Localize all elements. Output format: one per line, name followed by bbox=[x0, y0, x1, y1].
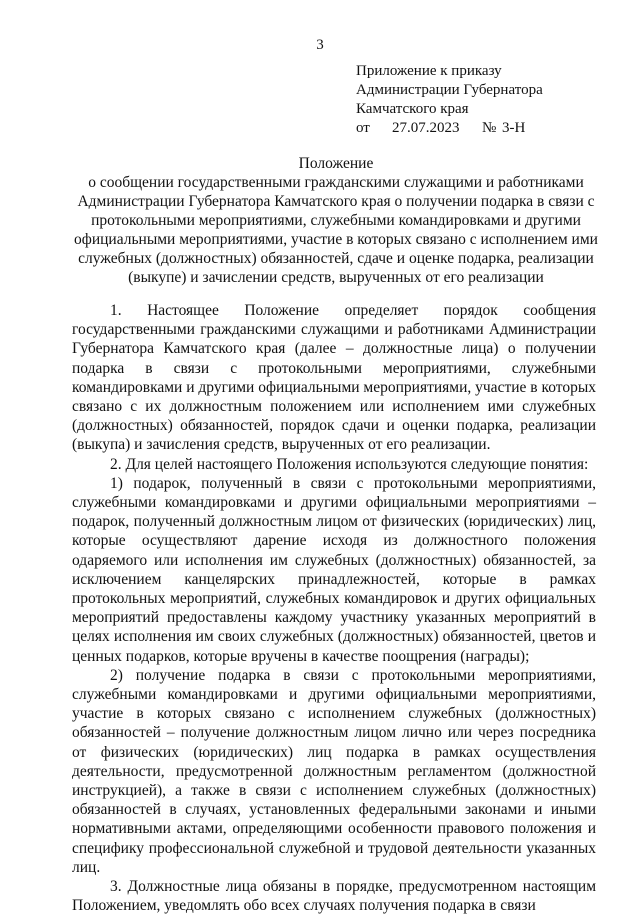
appendix-line-1: Приложение к приказу bbox=[356, 63, 502, 79]
from-label: от bbox=[356, 120, 370, 136]
title-line: (выкупе) и зачислении средств, вырученных от его реализации bbox=[128, 269, 544, 286]
paragraph-2-item-1: 1) подарок, полученный в связи с протокольными мероприятиями, служебными командировками и другими официальными мероприятиями – подарок, полученный должностным лицом от физических (юридических) лиц, которые осуществляют дарение исходя из должностного положения одаряемого или исполнения им служебных (должностных) обязанностей, за исключением канцелярских принадлежностей, которые в рамках протокольных мероприятий, служебных командировок и других официальных мероприятий предоставлены каждому участнику указанных мероприятий в целях исполнения им своих служебных (должностных) обязанностей, цветов и ценных подарков, которые вручены в качестве поощрения (награды); bbox=[72, 474, 596, 665]
appendix-block bbox=[356, 62, 596, 138]
appendix-date-line bbox=[356, 119, 596, 138]
appendix-line-3: Камчатского края bbox=[356, 101, 469, 117]
title-line: официальными мероприятиями, участие в которых связано с исполнением ими bbox=[74, 231, 598, 248]
appendix-line-2: Администрации Губернатора bbox=[356, 82, 543, 98]
title-line: протокольными мероприятиями, служебными командировками и другими bbox=[91, 212, 581, 229]
paragraph-1: 1. Настоящее Положение определяет порядок сообщения государственными гражданскими служащими и работниками Администрации Губернатора Камчатского края (далее – должностные лица) о получении подарка в связи с протокольными мероприятиями, служебными командировками и другими официальными мероприятиями, участие в которых связано с их должностным положением или исполнением ими служебных (должностных) обязанностей, порядок сдачи и оценки подарка, реализации (выкупа) и зачисления средств, вырученных от его реализации. bbox=[72, 302, 596, 454]
title-line: служебных (должностных) обязанностей, сдаче и оценке подарка, реализации bbox=[78, 250, 594, 267]
number-sign: № bbox=[482, 120, 497, 136]
document-title bbox=[60, 154, 612, 287]
title-line: о сообщении государственными гражданскими служащими и работниками bbox=[88, 174, 584, 191]
order-number: 3-Н bbox=[502, 120, 526, 136]
title-line: Администрации Губернатора Камчатского края о получении подарка в связи с bbox=[77, 193, 595, 210]
page-number: 3 bbox=[316, 37, 324, 53]
paragraph-2: 2. Для целей настоящего Положения используются следующие понятия: bbox=[110, 455, 589, 473]
document-body bbox=[72, 301, 596, 916]
paragraph-2-item-2: 2) получение подарка в связи с протокольными мероприятиями, служебными командировками и другими официальными мероприятиями, участие в которых связано с исполнением служебных (должностных) обязанностей – получение должностным лицом лично или через посредника от физических (юридических) лиц подарка в рамках осуществления деятельности, предусмотренной должностным регламентом (должностной инструкцией), а также в связи с исполнением служебных (должностных) обязанностей в случаях, установленных федеральными законами и иными нормативными актами, определяющими особенности правового положения и специфику профессиональной служебной и трудовой деятельности указанных лиц. bbox=[72, 666, 596, 876]
title-heading: Положение bbox=[298, 155, 374, 172]
order-date: 27.07.2023 bbox=[392, 120, 460, 136]
paragraph-3: 3. Должностные лица обязаны в порядке, предусмотренном настоящим Положением, уведомлять обо всех случаях получения подарка в связи bbox=[72, 878, 596, 915]
